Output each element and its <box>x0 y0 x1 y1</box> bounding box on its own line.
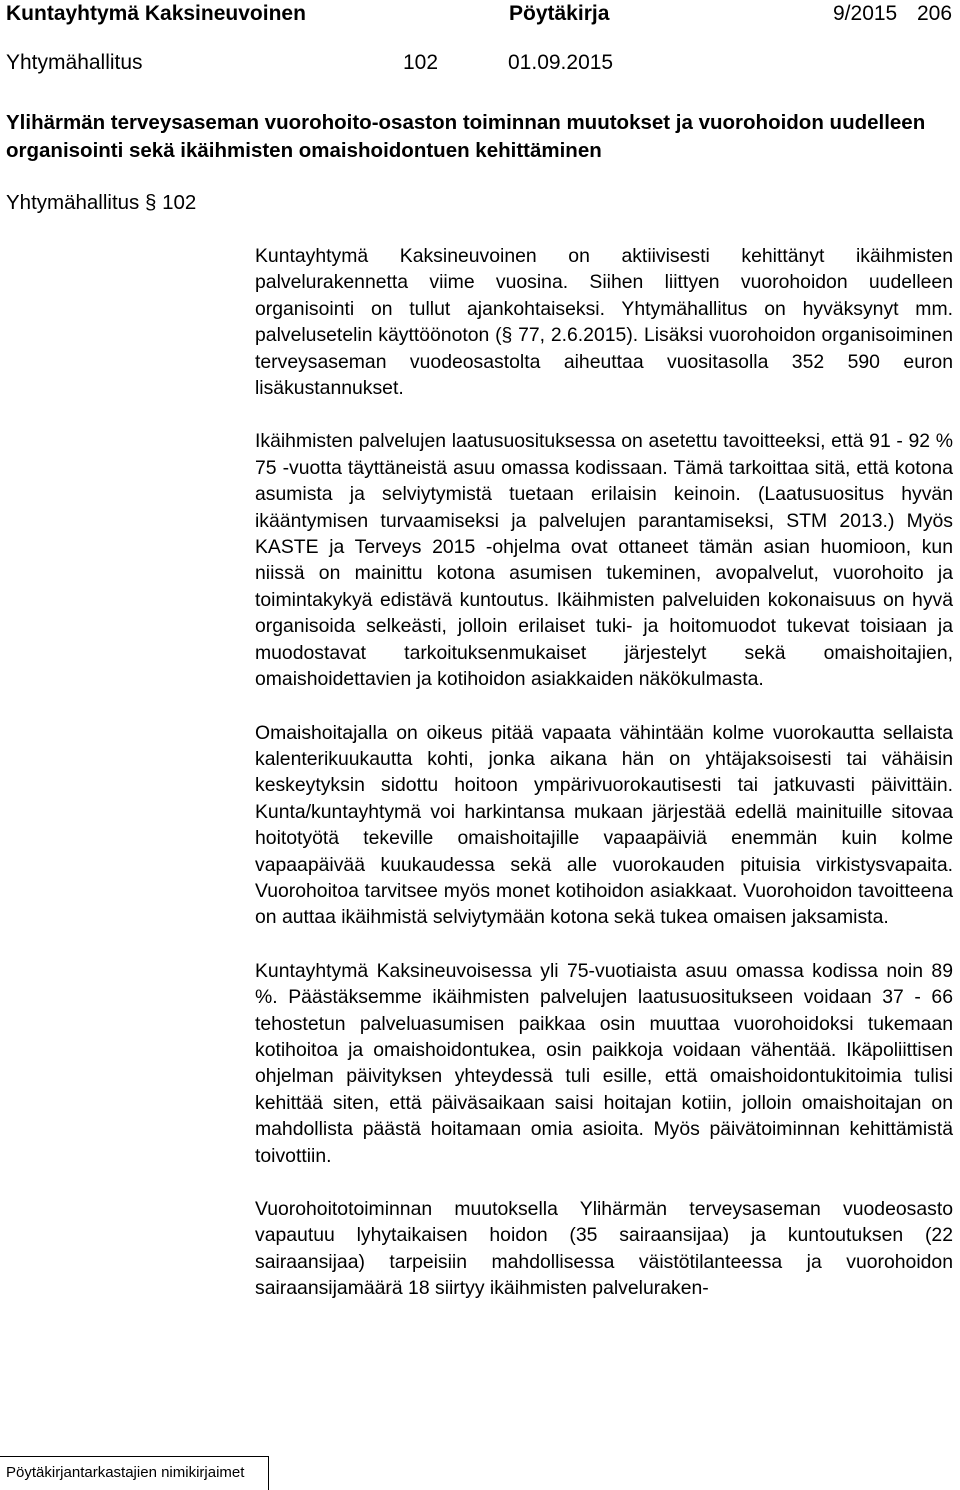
section-number: 102 <box>403 51 439 74</box>
paragraph: Omaishoitajalla on oikeus pitää vapaata vähintään kolme vuorokautta sellaista kalenterikuukautta kohti, jonka aikana hän on yhtäjaksoisesti tai vähäisin keskeytyksin sidottu hoitoon ympärivuorokautisesti tai jatkuvasti päivittäin. Kunta/kuntayhtymä voi harkintansa mukaan järjestää edellä mainituille sitovaa hoitotyötä tekeville omaishoitajille vapaapäiviä enemmän kuin kolme vapaapäivää kuukaudessa sekä alle vuorokauden pituisia virkistysvapaita. Vuorohoitoa tarvitsee myös monet kotihoidon asiakkaat. Vuorohoidon tavoitteena on auttaa ikäihmistä selviytymään kotona sekä tukea omaisen jaksamista. <box>255 721 953 929</box>
paragraph: Vuorohoitotoiminnan muutoksella Ylihärmän terveysaseman vuodeosasto vapautuu lyhytaikaisen hoidon (35 sairaansijaa) ja kuntoutuksen (22 sairaansijaa) tarpeisiin mahdollisessa väistötilanteessa ja vuorohoidon sairaansijamäärä 18 siirtyy ikäihmisten palveluraken- <box>255 1198 953 1300</box>
signature-box-top-rule <box>0 1456 268 1457</box>
main-text <box>255 243 953 1302</box>
section-reference: Yhtymähallitus § 102 <box>6 191 197 214</box>
organization-name: Kuntayhtymä Kaksineuvoinen <box>6 2 306 25</box>
document-type: Pöytäkirja <box>509 2 610 25</box>
agenda-item-title: Ylihärmän terveysaseman vuorohoito-osaston toiminnan muutokset ja vuorohoidon uudelleen organisointi sekä ikäihmisten omaishoidontuen kehittäminen <box>6 111 926 162</box>
page-number: 206 <box>917 2 953 25</box>
signature-box-side-rule <box>268 1456 269 1490</box>
governing-body: Yhtymähallitus <box>6 51 143 74</box>
paragraph: Kuntayhtymä Kaksineuvoinen on aktiivisesti kehittänyt ikäihmisten palvelurakennetta viime vuosina. Siihen liittyen vuorohoidon uudelleen organisointi on tullut ajankohtaiseksi. Yhtymähallitus on hyväksynyt mm. palvelusetelin käyttöönoton (§ 77, 2.6.2015). Lisäksi vuorohoidon organisoiminen terveysaseman vuodeosastolta aiheuttaa vuositasolla 352 590 euron lisäkustannukset. <box>255 245 953 400</box>
meeting-date: 01.09.2015 <box>508 51 614 74</box>
paragraph: Ikäihmisten palvelujen laatusuosituksessa on asetettu tavoitteeksi, että 91 - 92 % 75 -vuotta täyttäneistä asuu omassa kodissaan. Tämä tarkoittaa sitä, että kotona asumista ja selviytymistä tuetaan erilaisin keinoin. (Laatusuositus hyvän ikääntymisen turvaamiseksi ja palvelujen parantamiseksi, STM 2013.) Myös KASTE ja Terveys 2015 -ohjelma ovat ottaneet tämän asian huomioon, kun niissä on mainittu kotona asumisen tukeminen, avopalvelut, vuorohoito ja toimintakykyä edistävä kuntoutus. Ikäihmisten palveluiden kokonaisuus on hyvä organisoida selkeästi, jolloin erilaiset tuki- ja hoitomuodot tukevat toisiaan ja muodostavat tarkoituksenmukaiset järjestelyt sekä omaishoitajien, omaishoidettavien ja kotihoidon asiakkaiden näkökulmasta. <box>255 430 953 691</box>
paragraph: Kuntayhtymä Kaksineuvoisessa yli 75-vuotiaista asuu omassa kodissa noin 89 %. Päästäksemme ikäihmisten palvelujen laatusuositukseen voidaan 37 - 66 tehostetun palveluasumisen paikkaa osin muuttaa vuorohoidoksi tukemaan kotihoitoa ja omaishoidontukea, osin paikkoja voidaan vähentää. Ikäpoliittisen ohjelman päivityksen yhteydessä tuli esille, että omaishoidontukitoimia tulisi kehittää siten, että päiväsaikaan saisi hoitajan kotiin, jolloin omaishoitajan on mahdollista päästä hoitamaan omia asioita. Myös päivätoiminnan kehittämistä toivottiin. <box>255 959 953 1167</box>
issue-number: 9/2015 <box>833 2 898 25</box>
signers-initials-label: Pöytäkirjantarkastajien nimikirjaimet <box>6 1464 245 1481</box>
